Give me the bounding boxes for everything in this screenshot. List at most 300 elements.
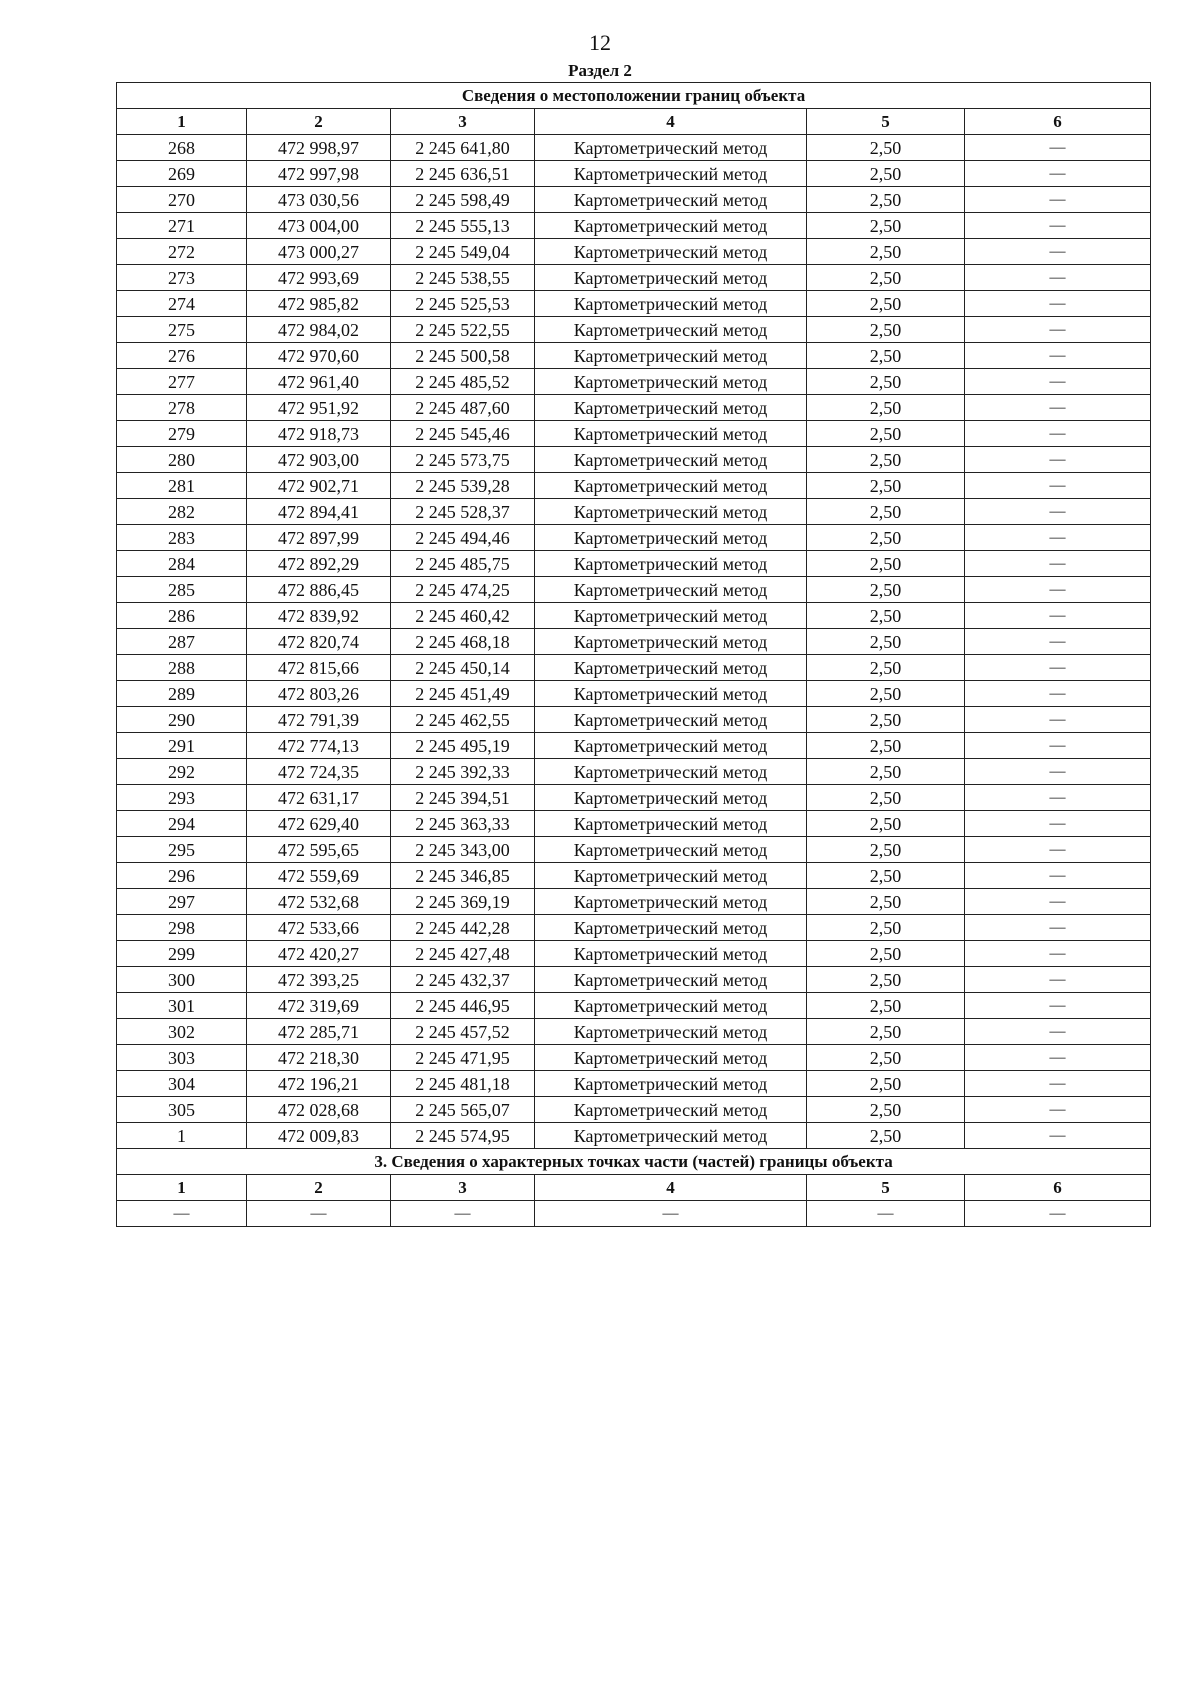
table-cell: — — [965, 837, 1151, 863]
table-cell: Картометрический метод — [535, 603, 807, 629]
table-cell: 2 245 392,33 — [391, 759, 535, 785]
column-number: 3 — [391, 109, 535, 135]
section3-column-number: 1 — [117, 1175, 247, 1201]
table-row — [117, 499, 1151, 525]
table-cell: 300 — [117, 967, 247, 993]
table-cell: 2,50 — [807, 239, 965, 265]
table-cell: 473 004,00 — [247, 213, 391, 239]
table-cell: 473 000,27 — [247, 239, 391, 265]
table-cell: Картометрический метод — [535, 863, 807, 889]
table-cell: 472 393,25 — [247, 967, 391, 993]
table-cell: 472 993,69 — [247, 265, 391, 291]
table-cell: 272 — [117, 239, 247, 265]
table-cell: — — [965, 941, 1151, 967]
table-cell: 472 897,99 — [247, 525, 391, 551]
table-cell: 2,50 — [807, 759, 965, 785]
column-number: 1 — [117, 109, 247, 135]
table-cell: 472 595,65 — [247, 837, 391, 863]
table-cell: 472 629,40 — [247, 811, 391, 837]
table-row — [117, 1019, 1151, 1045]
table-cell: 472 791,39 — [247, 707, 391, 733]
table-cell: 2 245 549,04 — [391, 239, 535, 265]
table-cell: 472 886,45 — [247, 577, 391, 603]
table-cell: 282 — [117, 499, 247, 525]
table-cell: 293 — [117, 785, 247, 811]
table-cell: Картометрический метод — [535, 733, 807, 759]
table-row — [117, 993, 1151, 1019]
table-cell: Картометрический метод — [535, 707, 807, 733]
table-cell: 294 — [117, 811, 247, 837]
table-cell: — — [965, 1123, 1151, 1149]
table-cell: 472 918,73 — [247, 421, 391, 447]
table-cell: 287 — [117, 629, 247, 655]
table-cell: 2 245 636,51 — [391, 161, 535, 187]
table-row — [117, 603, 1151, 629]
table-cell: 286 — [117, 603, 247, 629]
table-cell: — — [965, 317, 1151, 343]
table-cell: 472 820,74 — [247, 629, 391, 655]
table-cell: — — [965, 239, 1151, 265]
section3-column-number-row — [117, 1175, 1151, 1201]
table-cell: — — [965, 525, 1151, 551]
table-cell: 2,50 — [807, 551, 965, 577]
table-cell: 2 245 494,46 — [391, 525, 535, 551]
table-cell: 2,50 — [807, 811, 965, 837]
table-cell: 2,50 — [807, 421, 965, 447]
table-row — [117, 369, 1151, 395]
table-cell: — — [965, 551, 1151, 577]
table-cell: 302 — [117, 1019, 247, 1045]
table-cell: 2 245 522,55 — [391, 317, 535, 343]
table-cell: 472 420,27 — [247, 941, 391, 967]
table-cell: Картометрический метод — [535, 369, 807, 395]
table-cell: Картометрический метод — [535, 317, 807, 343]
table-cell: — — [965, 499, 1151, 525]
table-cell: 2 245 495,19 — [391, 733, 535, 759]
table-cell: 472 985,82 — [247, 291, 391, 317]
table-cell: 2,50 — [807, 681, 965, 707]
table-cell: 2,50 — [807, 369, 965, 395]
table-cell: 2,50 — [807, 213, 965, 239]
table-cell: — — [965, 291, 1151, 317]
section3-cell: — — [807, 1201, 965, 1227]
table-cell: 2 245 641,80 — [391, 135, 535, 161]
table-cell: 472 285,71 — [247, 1019, 391, 1045]
table-cell: 472 894,41 — [247, 499, 391, 525]
table-cell: 2 245 450,14 — [391, 655, 535, 681]
table-cell: 2 245 487,60 — [391, 395, 535, 421]
table-cell: 2,50 — [807, 577, 965, 603]
table-cell: 274 — [117, 291, 247, 317]
table-cell: — — [965, 369, 1151, 395]
table-cell: Картометрический метод — [535, 681, 807, 707]
section-title: Раздел 2 — [568, 61, 632, 80]
table-cell: Картометрический метод — [535, 967, 807, 993]
table-cell: 472 559,69 — [247, 863, 391, 889]
table-row — [117, 135, 1151, 161]
table-cell: 2 245 471,95 — [391, 1045, 535, 1071]
table-cell: 305 — [117, 1097, 247, 1123]
table-cell: 297 — [117, 889, 247, 915]
table-cell: — — [965, 577, 1151, 603]
table-row — [117, 681, 1151, 707]
table-cell: Картометрический метод — [535, 915, 807, 941]
table-cell: 2,50 — [807, 1019, 965, 1045]
table-cell: 275 — [117, 317, 247, 343]
table-cell: 2 245 343,00 — [391, 837, 535, 863]
table-cell: 2,50 — [807, 707, 965, 733]
table-cell: 2,50 — [807, 447, 965, 473]
table-cell: 292 — [117, 759, 247, 785]
table-cell: 298 — [117, 915, 247, 941]
table-cell: 2,50 — [807, 915, 965, 941]
table-cell: 2 245 565,07 — [391, 1097, 535, 1123]
table-cell: — — [965, 655, 1151, 681]
table-cell: 472 724,35 — [247, 759, 391, 785]
table-cell: — — [965, 1045, 1151, 1071]
table-row — [117, 889, 1151, 915]
table-row — [117, 811, 1151, 837]
table-cell: 2 245 573,75 — [391, 447, 535, 473]
table-cell: 2 245 451,49 — [391, 681, 535, 707]
table-cell: 472 533,66 — [247, 915, 391, 941]
table-cell: Картометрический метод — [535, 161, 807, 187]
table-cell: 2,50 — [807, 629, 965, 655]
table-row — [117, 291, 1151, 317]
table-cell: 2,50 — [807, 941, 965, 967]
table-cell: 2 245 500,58 — [391, 343, 535, 369]
table-cell: Картометрический метод — [535, 811, 807, 837]
table-cell: 2 245 442,28 — [391, 915, 535, 941]
table-cell: Картометрический метод — [535, 187, 807, 213]
table-cell: 296 — [117, 863, 247, 889]
table-row — [117, 837, 1151, 863]
table-row — [117, 785, 1151, 811]
table-row — [117, 187, 1151, 213]
table-cell: 295 — [117, 837, 247, 863]
table-cell: 2 245 363,33 — [391, 811, 535, 837]
table-cell: Картометрический метод — [535, 1045, 807, 1071]
table-cell: 472 839,92 — [247, 603, 391, 629]
table-cell: 2 245 462,55 — [391, 707, 535, 733]
column-number: 4 — [535, 109, 807, 135]
table-cell: 268 — [117, 135, 247, 161]
table-cell: Картометрический метод — [535, 525, 807, 551]
table-row — [117, 655, 1151, 681]
table-cell: 472 984,02 — [247, 317, 391, 343]
table-cell: Картометрический метод — [535, 837, 807, 863]
table-cell: 472 997,98 — [247, 161, 391, 187]
table-cell: 472 998,97 — [247, 135, 391, 161]
table-cell: — — [965, 473, 1151, 499]
table-cell: 2,50 — [807, 967, 965, 993]
table-cell: 280 — [117, 447, 247, 473]
table-row — [117, 1045, 1151, 1071]
table-cell: — — [965, 707, 1151, 733]
table-row — [117, 473, 1151, 499]
table-cell: 2,50 — [807, 291, 965, 317]
table-cell: 472 892,29 — [247, 551, 391, 577]
table-cell: 2 245 460,42 — [391, 603, 535, 629]
table-cell: 472 532,68 — [247, 889, 391, 915]
table-cell: Картометрический метод — [535, 785, 807, 811]
table-cell: 473 030,56 — [247, 187, 391, 213]
table-cell: Картометрический метод — [535, 759, 807, 785]
table-cell: — — [965, 863, 1151, 889]
table-cell: 2,50 — [807, 603, 965, 629]
table-cell: 2,50 — [807, 655, 965, 681]
section3-caption: 3. Сведения о характерных точках части (частей) границы объекта — [117, 1149, 1151, 1175]
section3-cell: — — [535, 1201, 807, 1227]
table-cell: Картометрический метод — [535, 395, 807, 421]
table-cell: 2,50 — [807, 161, 965, 187]
table-cell: — — [965, 681, 1151, 707]
table-cell: Картометрический метод — [535, 343, 807, 369]
page-number: 12 — [589, 30, 611, 55]
table-cell: — — [965, 1071, 1151, 1097]
table-cell: 472 009,83 — [247, 1123, 391, 1149]
table-cell: 2 245 485,75 — [391, 551, 535, 577]
table-row — [117, 759, 1151, 785]
table-cell: Картометрический метод — [535, 291, 807, 317]
table-cell: 2,50 — [807, 265, 965, 291]
table-cell: 291 — [117, 733, 247, 759]
section3-cell: — — [965, 1201, 1151, 1227]
table-row — [117, 967, 1151, 993]
table-cell: Картометрический метод — [535, 629, 807, 655]
table-cell: Картометрический метод — [535, 551, 807, 577]
table-cell: Картометрический метод — [535, 447, 807, 473]
table-cell: 472 970,60 — [247, 343, 391, 369]
table-cell: 2 245 369,19 — [391, 889, 535, 915]
section3-column-number: 5 — [807, 1175, 965, 1201]
table-cell: 2 245 457,52 — [391, 1019, 535, 1045]
section3-column-number: 3 — [391, 1175, 535, 1201]
table-cell: 472 319,69 — [247, 993, 391, 1019]
table-cell: — — [965, 187, 1151, 213]
table-cell: 2,50 — [807, 889, 965, 915]
table-cell: 2,50 — [807, 135, 965, 161]
section3-cell: — — [117, 1201, 247, 1227]
boundary-table — [116, 82, 1151, 1227]
table-cell: 2,50 — [807, 1071, 965, 1097]
table-cell: 281 — [117, 473, 247, 499]
table-cell: — — [965, 213, 1151, 239]
table-cell: Картометрический метод — [535, 993, 807, 1019]
table-cell: — — [965, 603, 1151, 629]
section3-column-number: 6 — [965, 1175, 1151, 1201]
table-cell: Картометрический метод — [535, 655, 807, 681]
table-cell: — — [965, 1097, 1151, 1123]
table-cell: — — [965, 1019, 1151, 1045]
table-row — [117, 525, 1151, 551]
table-cell: Картометрический метод — [535, 499, 807, 525]
table-cell: 269 — [117, 161, 247, 187]
column-number-row — [117, 109, 1151, 135]
table-cell: 278 — [117, 395, 247, 421]
table-cell: Картометрический метод — [535, 135, 807, 161]
table-cell: Картометрический метод — [535, 889, 807, 915]
table-row — [117, 239, 1151, 265]
table-cell: 2 245 539,28 — [391, 473, 535, 499]
table-row — [117, 343, 1151, 369]
table-cell: 472 951,92 — [247, 395, 391, 421]
table-cell: Картометрический метод — [535, 1097, 807, 1123]
table-cell: 2 245 598,49 — [391, 187, 535, 213]
table-cell: 289 — [117, 681, 247, 707]
table-cell: 2 245 545,46 — [391, 421, 535, 447]
table-cell: 2 245 427,48 — [391, 941, 535, 967]
table-cell: — — [965, 759, 1151, 785]
table-caption-row — [117, 83, 1151, 109]
table-cell: 2,50 — [807, 993, 965, 1019]
table-cell: — — [965, 395, 1151, 421]
table-caption: Сведения о местоположении границ объекта — [117, 83, 1151, 109]
table-cell: — — [965, 915, 1151, 941]
table-cell: 2,50 — [807, 317, 965, 343]
table-cell: 290 — [117, 707, 247, 733]
section3-cell: — — [247, 1201, 391, 1227]
table-cell: Картометрический метод — [535, 239, 807, 265]
table-cell: 301 — [117, 993, 247, 1019]
table-cell: 472 902,71 — [247, 473, 391, 499]
table-row — [117, 629, 1151, 655]
table-cell: 472 815,66 — [247, 655, 391, 681]
table-row — [117, 733, 1151, 759]
table-row — [117, 161, 1151, 187]
table-cell: — — [965, 265, 1151, 291]
table-row — [117, 1123, 1151, 1149]
table-row — [117, 395, 1151, 421]
table-cell: 2 245 574,95 — [391, 1123, 535, 1149]
table-cell: — — [965, 733, 1151, 759]
table-cell: 2,50 — [807, 187, 965, 213]
table-cell: 1 — [117, 1123, 247, 1149]
table-row — [117, 1071, 1151, 1097]
table-cell: 276 — [117, 343, 247, 369]
table-cell: 2,50 — [807, 785, 965, 811]
table-cell: 2 245 525,53 — [391, 291, 535, 317]
section3-column-number: 4 — [535, 1175, 807, 1201]
table-cell: 2,50 — [807, 733, 965, 759]
table-cell: 2,50 — [807, 863, 965, 889]
section3-column-number: 2 — [247, 1175, 391, 1201]
table-cell: 472 028,68 — [247, 1097, 391, 1123]
table-cell: 472 774,13 — [247, 733, 391, 759]
section3-row — [117, 1201, 1151, 1227]
table-row — [117, 447, 1151, 473]
table-row — [117, 317, 1151, 343]
table-cell: 283 — [117, 525, 247, 551]
table-cell: 2,50 — [807, 1097, 965, 1123]
table-cell: 2,50 — [807, 1123, 965, 1149]
table-cell: 472 803,26 — [247, 681, 391, 707]
table-cell: 2 245 555,13 — [391, 213, 535, 239]
table-cell: 2,50 — [807, 1045, 965, 1071]
table-cell: 2,50 — [807, 499, 965, 525]
table-cell: 2 245 394,51 — [391, 785, 535, 811]
table-cell: 273 — [117, 265, 247, 291]
table-cell: 472 903,00 — [247, 447, 391, 473]
table-row — [117, 577, 1151, 603]
table-row — [117, 707, 1151, 733]
table-cell: 271 — [117, 213, 247, 239]
table-cell: 472 631,17 — [247, 785, 391, 811]
table-cell: Картометрический метод — [535, 213, 807, 239]
table-cell: 2 245 346,85 — [391, 863, 535, 889]
table-cell: Картометрический метод — [535, 1123, 807, 1149]
table-cell: 277 — [117, 369, 247, 395]
table-cell: Картометрический метод — [535, 1071, 807, 1097]
table-cell: 2 245 432,37 — [391, 967, 535, 993]
table-row — [117, 421, 1151, 447]
table-cell: Картометрический метод — [535, 265, 807, 291]
table-cell: 472 196,21 — [247, 1071, 391, 1097]
table-cell: 285 — [117, 577, 247, 603]
table-cell: 288 — [117, 655, 247, 681]
table-cell: 2,50 — [807, 343, 965, 369]
table-cell: Картометрический метод — [535, 473, 807, 499]
table-cell: — — [965, 811, 1151, 837]
table-cell: — — [965, 161, 1151, 187]
table-cell: — — [965, 421, 1151, 447]
table-cell: 2 245 446,95 — [391, 993, 535, 1019]
table-cell: 303 — [117, 1045, 247, 1071]
table-row — [117, 1097, 1151, 1123]
table-cell: Картометрический метод — [535, 421, 807, 447]
table-cell: 284 — [117, 551, 247, 577]
table-cell: 2 245 481,18 — [391, 1071, 535, 1097]
table-cell: Картометрический метод — [535, 941, 807, 967]
column-number: 6 — [965, 109, 1151, 135]
column-number: 2 — [247, 109, 391, 135]
table-cell: 2,50 — [807, 473, 965, 499]
table-cell: 472 218,30 — [247, 1045, 391, 1071]
table-row — [117, 551, 1151, 577]
table-cell: 299 — [117, 941, 247, 967]
table-cell: — — [965, 993, 1151, 1019]
table-cell: 2 245 528,37 — [391, 499, 535, 525]
table-cell: Картометрический метод — [535, 577, 807, 603]
table-cell: 2 245 485,52 — [391, 369, 535, 395]
table-cell: — — [965, 785, 1151, 811]
table-cell: 304 — [117, 1071, 247, 1097]
section3-cell: — — [391, 1201, 535, 1227]
table-cell: — — [965, 343, 1151, 369]
table-row — [117, 941, 1151, 967]
table-cell: — — [965, 447, 1151, 473]
table-cell: 2,50 — [807, 837, 965, 863]
table-cell: — — [965, 135, 1151, 161]
table-row — [117, 863, 1151, 889]
table-row — [117, 213, 1151, 239]
table-cell: 2 245 474,25 — [391, 577, 535, 603]
table-cell: Картометрический метод — [535, 1019, 807, 1045]
table-cell: — — [965, 967, 1151, 993]
table-row — [117, 265, 1151, 291]
table-cell: 2,50 — [807, 395, 965, 421]
table-cell: — — [965, 629, 1151, 655]
table-cell: 2 245 468,18 — [391, 629, 535, 655]
table-row — [117, 915, 1151, 941]
table-cell: 279 — [117, 421, 247, 447]
table-cell: 270 — [117, 187, 247, 213]
table-cell: 2 245 538,55 — [391, 265, 535, 291]
table-cell: — — [965, 889, 1151, 915]
column-number: 5 — [807, 109, 965, 135]
table-cell: 2,50 — [807, 525, 965, 551]
table-cell: 472 961,40 — [247, 369, 391, 395]
